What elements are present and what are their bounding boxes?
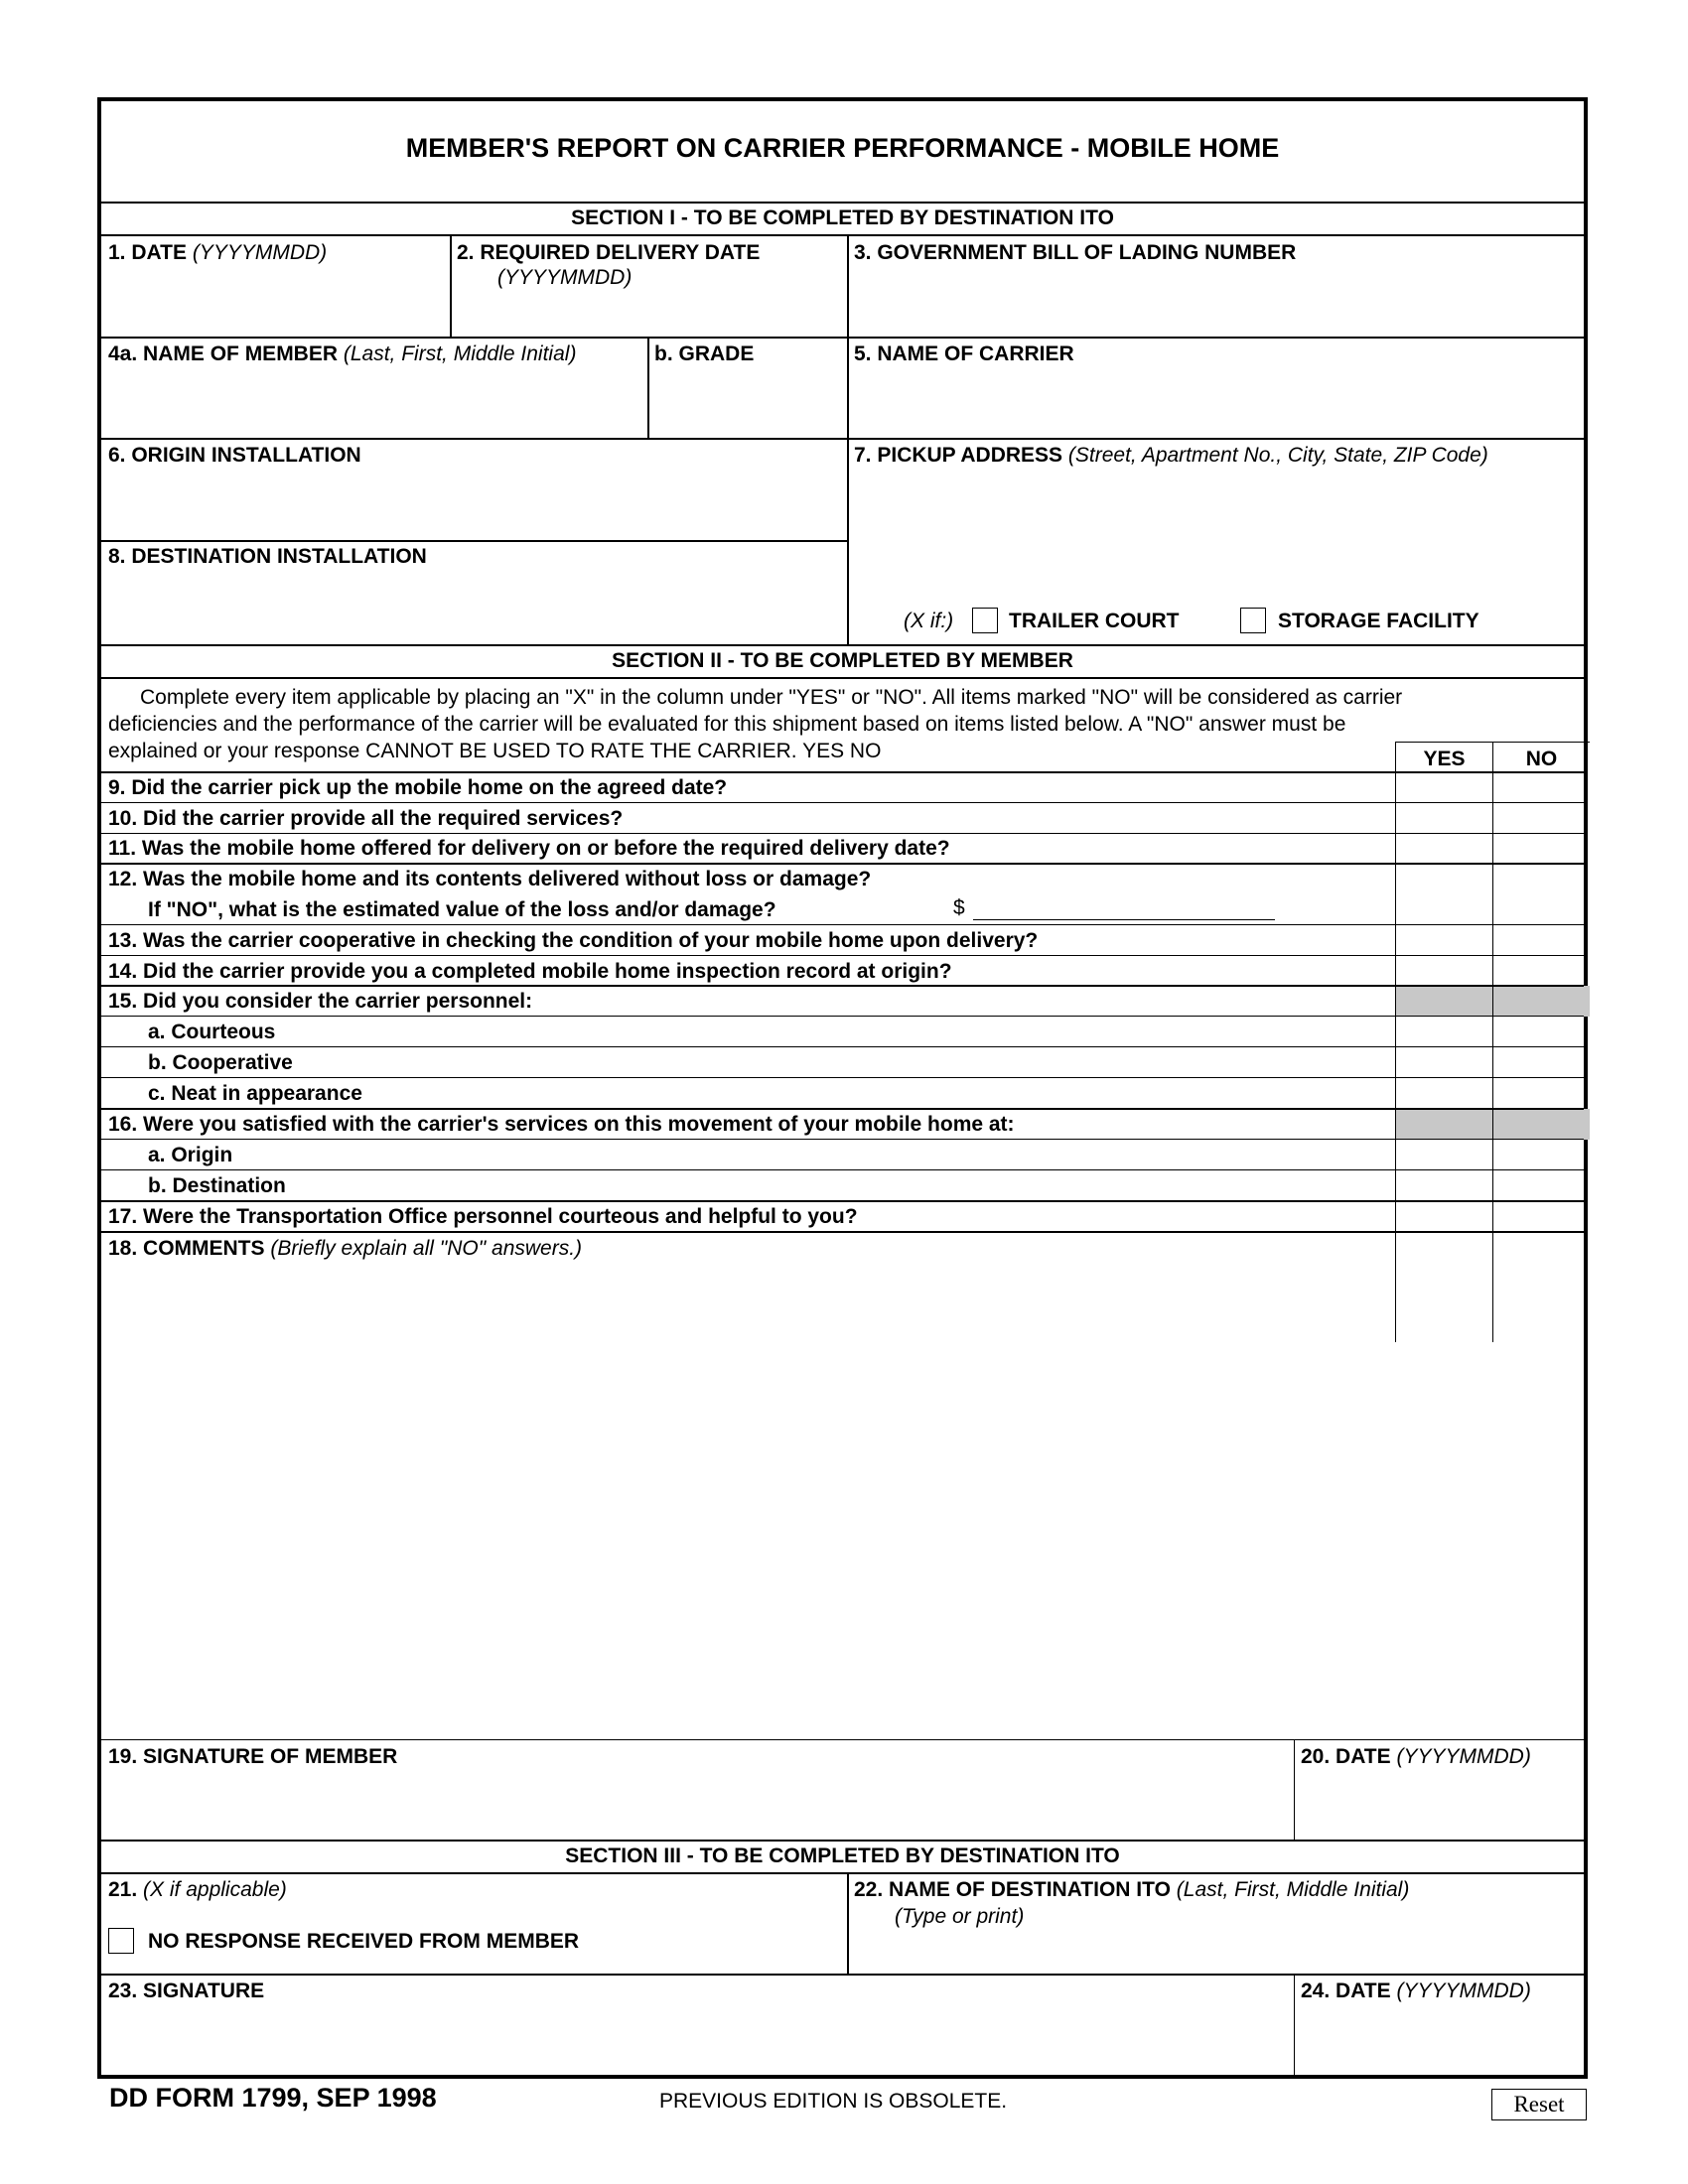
destination-ito-name-field[interactable] — [848, 1933, 1588, 1973]
field-4b-label: b. GRADE — [654, 342, 755, 365]
shaded-cell — [1396, 986, 1492, 1017]
q15a-no-cell[interactable] — [1493, 1018, 1590, 1046]
q10-yes-cell[interactable] — [1396, 804, 1492, 833]
dollar-sign: $ — [953, 896, 965, 919]
q16a-yes-cell[interactable] — [1396, 1141, 1492, 1169]
member-signature-field[interactable] — [101, 1741, 1293, 1839]
field-3-label: 3. GOVERNMENT BILL OF LADING NUMBER — [854, 241, 1297, 264]
q12-yes-cell[interactable] — [1396, 865, 1492, 924]
field-5-label: 5. NAME OF CARRIER — [854, 342, 1074, 365]
pickup-address-field[interactable] — [848, 469, 1588, 598]
trailer-court-label: TRAILER COURT — [1009, 610, 1180, 632]
shaded-cell — [1493, 1109, 1590, 1140]
shaded-cell — [1396, 1109, 1492, 1140]
x-if-label: (X if:) — [904, 610, 954, 632]
q16b-yes-cell[interactable] — [1396, 1171, 1492, 1200]
q16b-no-cell[interactable] — [1493, 1171, 1590, 1200]
q15a-yes-cell[interactable] — [1396, 1018, 1492, 1046]
no-response-label: NO RESPONSE RECEIVED FROM MEMBER — [148, 1930, 580, 1953]
q16a-no-cell[interactable] — [1493, 1141, 1590, 1169]
q17-yes-cell[interactable] — [1396, 1202, 1492, 1231]
question-14: 14. Did the carrier provide you a completed mobile home inspection record at origin? — [108, 960, 952, 983]
field-24-label: 24. DATE (YYYYMMDD) — [1301, 1979, 1531, 2002]
required-delivery-date-field[interactable] — [451, 236, 847, 336]
question-15b: b. Cooperative — [148, 1051, 293, 1074]
loss-value-input[interactable] — [973, 895, 1275, 920]
field-1-label: 1. DATE (YYYYMMDD) — [108, 241, 328, 264]
comments-textarea[interactable] — [101, 1263, 1588, 1737]
instruction-line: explained or your response CANNOT BE USED TO RATE THE CARRIER. YES NO — [108, 740, 882, 762]
field-8-label: 8. DESTINATION INSTALLATION — [108, 545, 427, 568]
q14-yes-cell[interactable] — [1396, 957, 1492, 985]
storage-facility-label: STORAGE FACILITY — [1278, 610, 1479, 632]
q12-no-cell[interactable] — [1493, 865, 1590, 924]
member-signature-date-field[interactable] — [1295, 1741, 1588, 1839]
member-name-field[interactable] — [101, 338, 647, 437]
field-2-label: 2. REQUIRED DELIVERY DATE — [457, 241, 761, 264]
ito-signature-date-field[interactable] — [1295, 1976, 1588, 2075]
question-12-followup: If "NO", what is the estimated value of the loss and/or damage? — [148, 898, 776, 921]
q15c-yes-cell[interactable] — [1396, 1079, 1492, 1108]
field-20-label: 20. DATE (YYYYMMDD) — [1301, 1745, 1531, 1768]
instruction-line: deficiencies and the performance of the carrier will be evaluated for this shipment based on items listed below. A "NO" answer must be — [108, 713, 1346, 736]
q14-no-cell[interactable] — [1493, 957, 1590, 985]
field-4a-label: 4a. NAME OF MEMBER (Last, First, Middle Initial) — [108, 342, 577, 365]
field-2-hint: (YYYYMMDD) — [497, 266, 633, 289]
question-15c: c. Neat in appearance — [148, 1082, 362, 1105]
question-13: 13. Was the carrier cooperative in checking the condition of your mobile home upon delivery? — [108, 929, 1039, 952]
q10-no-cell[interactable] — [1493, 804, 1590, 833]
reset-button[interactable]: Reset — [1491, 2089, 1587, 2120]
question-10: 10. Did the carrier provide all the required services? — [108, 807, 624, 830]
q9-no-cell[interactable] — [1493, 773, 1590, 802]
q17-no-cell[interactable] — [1493, 1202, 1590, 1231]
question-9: 9. Did the carrier pick up the mobile home on the agreed date? — [108, 776, 728, 799]
instruction-line: Complete every item applicable by placing an "X" in the column under "YES" or "NO". All items marked "NO" will be considered as carrier — [140, 686, 1403, 709]
yes-column-header: YES — [1423, 748, 1466, 770]
edition-note: PREVIOUS EDITION IS OBSOLETE. — [659, 2090, 1008, 2113]
question-15: 15. Did you consider the carrier personnel: — [108, 990, 533, 1013]
field-7-label: 7. PICKUP ADDRESS (Street, Apartment No., City, State, ZIP Code) — [854, 444, 1488, 467]
shaded-cell — [1493, 986, 1590, 1017]
field-23-label: 23. SIGNATURE — [108, 1979, 265, 2002]
q11-no-cell[interactable] — [1493, 834, 1590, 863]
question-11: 11. Was the mobile home offered for delivery on or before the required delivery date? — [108, 837, 950, 860]
question-15a: a. Courteous — [148, 1021, 276, 1043]
q15c-no-cell[interactable] — [1493, 1079, 1590, 1108]
q11-yes-cell[interactable] — [1396, 834, 1492, 863]
field-22-hint: (Type or print) — [895, 1905, 1025, 1928]
question-12: 12. Was the mobile home and its contents delivered without loss or damage? — [108, 868, 872, 890]
carrier-name-field[interactable] — [848, 338, 1588, 437]
q15b-yes-cell[interactable] — [1396, 1048, 1492, 1077]
q13-yes-cell[interactable] — [1396, 926, 1492, 955]
question-16: 16. Were you satisfied with the carrier's services on this movement of your mobile home at: — [108, 1113, 1015, 1136]
question-16a: a. Origin — [148, 1144, 233, 1166]
storage-facility-checkbox[interactable] — [1240, 608, 1266, 633]
field-19-label: 19. SIGNATURE OF MEMBER — [108, 1745, 398, 1768]
field-18-label: 18. COMMENTS (Briefly explain all "NO" answers.) — [108, 1237, 583, 1260]
date-field[interactable] — [101, 236, 450, 336]
form-id: DD FORM 1799, SEP 1998 — [109, 2083, 437, 2113]
instructions — [108, 684, 1498, 764]
no-response-checkbox[interactable] — [108, 1928, 134, 1954]
destination-installation-field[interactable] — [101, 542, 846, 643]
no-column-header: NO — [1525, 748, 1558, 770]
origin-installation-field[interactable] — [101, 440, 846, 539]
gbl-number-field[interactable] — [848, 236, 1588, 336]
trailer-court-checkbox[interactable] — [972, 608, 998, 633]
field-22-label: 22. NAME OF DESTINATION ITO (Last, First, Middle Initial) — [854, 1878, 1410, 1901]
section-2-header: SECTION II - TO BE COMPLETED BY MEMBER — [612, 649, 1073, 672]
grade-field[interactable] — [648, 338, 847, 437]
q9-yes-cell[interactable] — [1396, 773, 1492, 802]
field-21-label: 21. (X if applicable) — [108, 1878, 287, 1901]
question-16b: b. Destination — [148, 1174, 286, 1197]
field-6-label: 6. ORIGIN INSTALLATION — [108, 444, 361, 467]
form-title: MEMBER'S REPORT ON CARRIER PERFORMANCE - MOBILE HOME — [405, 133, 1280, 163]
q15b-no-cell[interactable] — [1493, 1048, 1590, 1077]
question-17: 17. Were the Transportation Office personnel courteous and helpful to you? — [108, 1205, 858, 1228]
section-3-header: SECTION III - TO BE COMPLETED BY DESTINATION ITO — [565, 1844, 1120, 1867]
section-1-header: SECTION I - TO BE COMPLETED BY DESTINATION ITO — [571, 206, 1114, 229]
ito-signature-field[interactable] — [101, 1976, 1293, 2075]
form-frame — [97, 97, 1588, 2079]
q13-no-cell[interactable] — [1493, 926, 1590, 955]
